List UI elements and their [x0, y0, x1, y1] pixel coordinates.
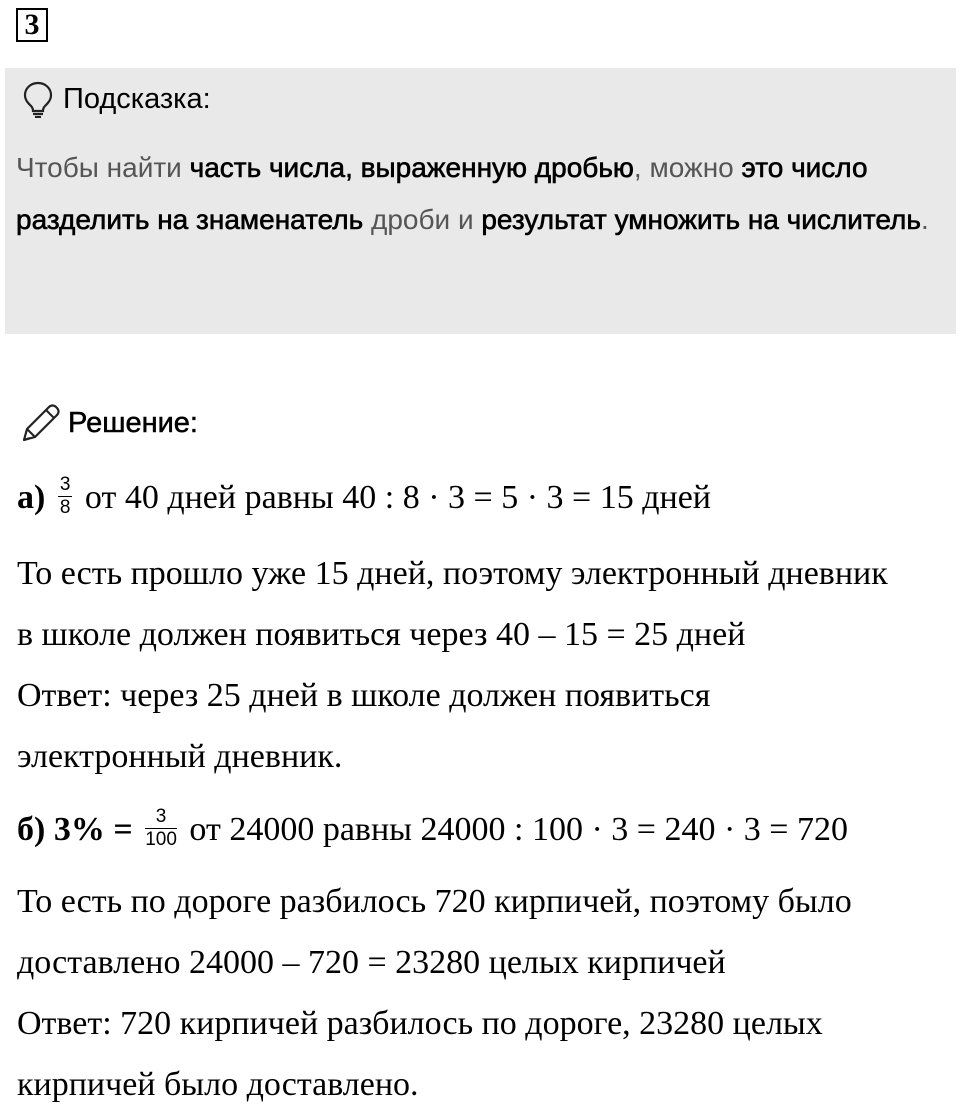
part-b-answer-2: кирпичей было доставлено.	[17, 1066, 419, 1103]
solution-title-text: Решение:	[68, 406, 198, 439]
part-b-line-3: доставлено 24000 – 720 = 23280 целых кирпичей	[17, 944, 726, 981]
part-a-answer-2: электронный дневник.	[17, 738, 343, 775]
part-a-answer-1: Ответ: через 25 дней в школе должен появиться	[17, 677, 711, 714]
part-b-line-2: То есть по дороге разбилось 720 кирпичей, поэтому было	[17, 883, 852, 920]
solution-title	[18, 400, 198, 446]
hint-title	[21, 80, 211, 118]
lightbulb-icon	[21, 80, 55, 118]
part-b-label: б)	[17, 811, 46, 848]
fraction-3-8: $\frac{3}{8}$	[59, 473, 71, 518]
part-a-line-2: То есть прошло уже 15 дней, поэтому электронный дневник	[17, 555, 888, 592]
part-b-answer-1: Ответ: 720 кирпичей разбилось по дороге, 23280 целых	[17, 1005, 823, 1042]
pencil-icon	[18, 400, 64, 446]
hint-text: Чтобы найти часть числа, выраженную дробью, можно это число разделить на знаменатель дроби и результат умножить на числитель.	[16, 152, 929, 235]
part-a-line-3: в школе должен появиться через 40 – 15 = 25 дней	[17, 616, 746, 653]
task-number: 3	[16, 8, 48, 42]
part-a-expression: а) $\frac{3}{8}$ от 40 дней равны 40 : 8 · 3 = 5 · 3 = 15 дней	[17, 473, 712, 518]
part-b-expression: б) 3% = $\frac{3}{100}$ от 24000 равны 24000 : 100 · 3 = 240 · 3 = 720	[17, 805, 848, 850]
hint-title-text: Подсказка:	[63, 82, 211, 115]
fraction-3-100: $\frac{3}{100}$	[145, 805, 177, 850]
hint-box	[5, 68, 956, 334]
part-a-label: а)	[17, 479, 46, 516]
